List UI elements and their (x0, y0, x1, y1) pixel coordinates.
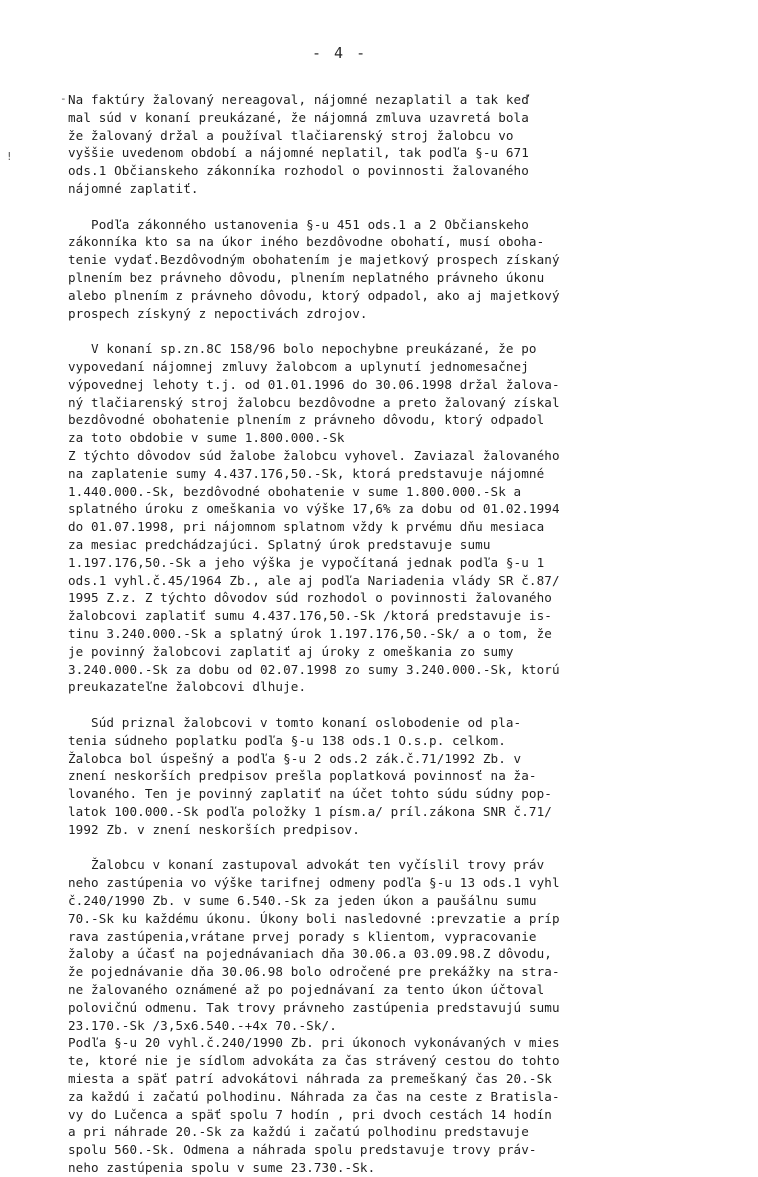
text-line: za každú i začatú polhodinu. Náhrada za čas na ceste z Bratisla- (68, 1088, 560, 1104)
text-line: nájomné zaplatiť. (68, 181, 199, 196)
text-line: mal súd v konaní preukázané, že nájomná zmluva uzavretá bola (68, 109, 529, 125)
text-line: Žalobcu v konaní zastupoval advokát ten vyčíslil trovy práv (68, 857, 545, 873)
text-line: neho zastúpenia vo výške tarifnej odmeny podľa §-u 13 ods.1 vyhl (68, 875, 560, 891)
text-line: Z týchto dôvodov súd žalobe žalobcu vyhovel. Zaviazal žalovaného (68, 448, 560, 463)
text-line: miesta a späť patrí advokátovi náhrada za premeškaný čas 20.-Sk (68, 1071, 552, 1086)
text-line: Súd priznal žalobcovi v tomto konaní oslobodenie od pla- (68, 715, 522, 730)
text-line: ne žalovaného oznámené až po pojednávaní za tento úkon účtoval (68, 982, 545, 997)
text-line: rava zastúpenia,vrátane prvej porady s klientom, vypracovanie (68, 928, 537, 944)
text-line: ný tlačiarenský stroj žalobcu bezdôvodne a preto žalovaný získal (68, 394, 560, 410)
text-line: že žalovaný držal a používal tlačiarenský stroj žalobcu vo (68, 127, 514, 143)
text-line: je povinný žalobcovi zaplatiť aj úroky z omeškania zo sumy (68, 643, 514, 659)
text-line: ods.1 vyhl.č.45/1964 Zb., ale aj podľa Nariadenia vlády SR č.87/ (68, 572, 560, 588)
margin-mark: ! (6, 150, 13, 163)
text-line: 1.197.176,50.-Sk a jeho výška je vypočítaná jednak podľa §-u 1 (68, 554, 545, 570)
text-line: zákonníka kto sa na úkor iného bezdôvodne obohatí, musí oboha- (68, 234, 545, 250)
text-line: výpovednej lehoty t.j. od 01.01.1996 do 30.06.1998 držal žalova- (68, 376, 560, 392)
text-line: preukazateľne žalobcovi dlhuje. (68, 679, 307, 695)
text-line: neho zastúpenia spolu v sume 23.730.-Sk. (68, 1160, 376, 1175)
page-number: - 4 - (312, 44, 368, 62)
text-line: Podľa zákonného ustanovenia §-u 451 ods.1 a 2 Občianskeho (68, 216, 529, 232)
text-line: do 01.07.1998, pri nájomnom splatnom vždy k prvému dňu mesiaca (68, 519, 545, 535)
text-line: 3.240.000.-Sk za dobu od 02.07.1998 zo sumy 3.240.000.-Sk, ktorú (68, 661, 560, 677)
text-line: vyššie uvedenom období a nájomné neplatil, tak podľa §-u 671 (68, 145, 529, 161)
text-line: a pri náhrade 20.-Sk za každú i začatú polhodinu predstavuje (68, 1124, 529, 1140)
text-line: splatného úroku z omeškania vo výške 17,6% za dobu od 01.02.1994 (68, 501, 560, 517)
text-line: žalobcovi zaplatiť sumu 4.437.176,50.-Sk /ktorá predstavuje is- (68, 608, 552, 624)
text-line: na zaplatenie sumy 4.437.176,50.-Sk, ktorá predstavuje nájomné (68, 465, 545, 481)
text-line: ods.1 Občianskeho zákonníka rozhodol o povinnosti žalovaného (68, 163, 529, 179)
text-line: polovičnú odmenu. Tak trovy právneho zastúpenia predstavujú sumu (68, 999, 560, 1015)
text-line: prospech získyný z nepoctivách zdrojov. (68, 305, 368, 321)
text-line: 23.170.-Sk /3,5x6.540.-+4x 70.-Sk/. (68, 1017, 337, 1033)
text-line: tinu 3.240.000.-Sk a splatný úrok 1.197.176,50.-Sk/ a o tom, že (68, 626, 552, 641)
text-line: spolu 560.-Sk. Odmena a náhrada spolu predstavuje trovy práv- (68, 1142, 537, 1158)
text-line: lovaného. Ten je povinný zaplatiť na účet tohto súdu súdny pop- (68, 786, 552, 802)
text-line: plnením bez právneho dôvodu, plnením neplatného právneho úkonu (68, 270, 545, 285)
text-line: za toto obdobie v sume 1.800.000.-Sk (68, 430, 345, 446)
text-line: 1995 Z.z. Z týchto dôvodov súd rozhodol o povinnosti žalovaného (68, 590, 552, 606)
text-line: alebo plnením z právneho dôvodu, ktorý odpadol, ako aj majetkový (68, 287, 560, 303)
text-line: vypovedaní nájomnej zmluvy žalobcom a uplynutí jednomesačnej (68, 359, 529, 374)
text-line: Žalobca bol úspešný a podľa §-u 2 ods.2 zák.č.71/1992 Zb. v (68, 750, 522, 766)
text-line: č.240/1990 Zb. v sume 6.540.-Sk za jeden úkon a paušálnu sumu (68, 893, 537, 908)
text-line: že pojednávanie dňa 30.06.98 bolo odročené pre prekážky na stra- (68, 964, 560, 980)
text-line: 1992 Zb. v znení neskorších predpisov. (68, 821, 360, 837)
text-line: za mesiac predchádzajúci. Splatný úrok predstavuje sumu (68, 537, 491, 552)
text-line: te, ktoré nie je sídlom advokáta za čas strávený cestou do tohto (68, 1053, 560, 1069)
text-line: tenie vydať.Bezdôvodným obohatením je majetkový prospech získaný (68, 252, 560, 268)
text-line: 1.440.000.-Sk, bezdôvodné obohatenie v sume 1.800.000.-Sk a (68, 483, 522, 499)
text-line: žaloby a účasť na pojednávaniach dňa 30.06.a 03.09.98.Z dôvodu, (68, 946, 552, 962)
text-line: tenia súdneho poplatku podľa §-u 138 ods.1 O.s.p. celkom. (68, 732, 506, 748)
text-line: znení neskorších predpisov prešla poplatková povinnosť na ža- (68, 768, 537, 784)
text-line: V konaní sp.zn.8C 158/96 bolo nepochybne preukázané, že po (68, 341, 537, 357)
text-line: 70.-Sk ku každému úkonu. Úkony boli nasledovné :prevzatie a príp (68, 910, 560, 926)
text-line: vy do Lučenca a späť spolu 7 hodín , pri dvoch cestách 14 hodín (68, 1106, 552, 1122)
margin-mark: - (60, 92, 67, 105)
text-line: bezdôvodné obohatenie plnením z právneho dôvodu, ktorý odpadol (68, 412, 545, 428)
text-line: Na faktúry žalovaný nereagoval, nájomné nezaplatil a tak keď (68, 92, 529, 107)
text-line: Podľa §-u 20 vyhl.č.240/1990 Zb. pri úkonoch vykonávaných v mies (68, 1035, 560, 1051)
text-line: latok 100.000.-Sk podľa položky 1 písm.a/ príl.zákona SNR č.71/ (68, 804, 552, 819)
